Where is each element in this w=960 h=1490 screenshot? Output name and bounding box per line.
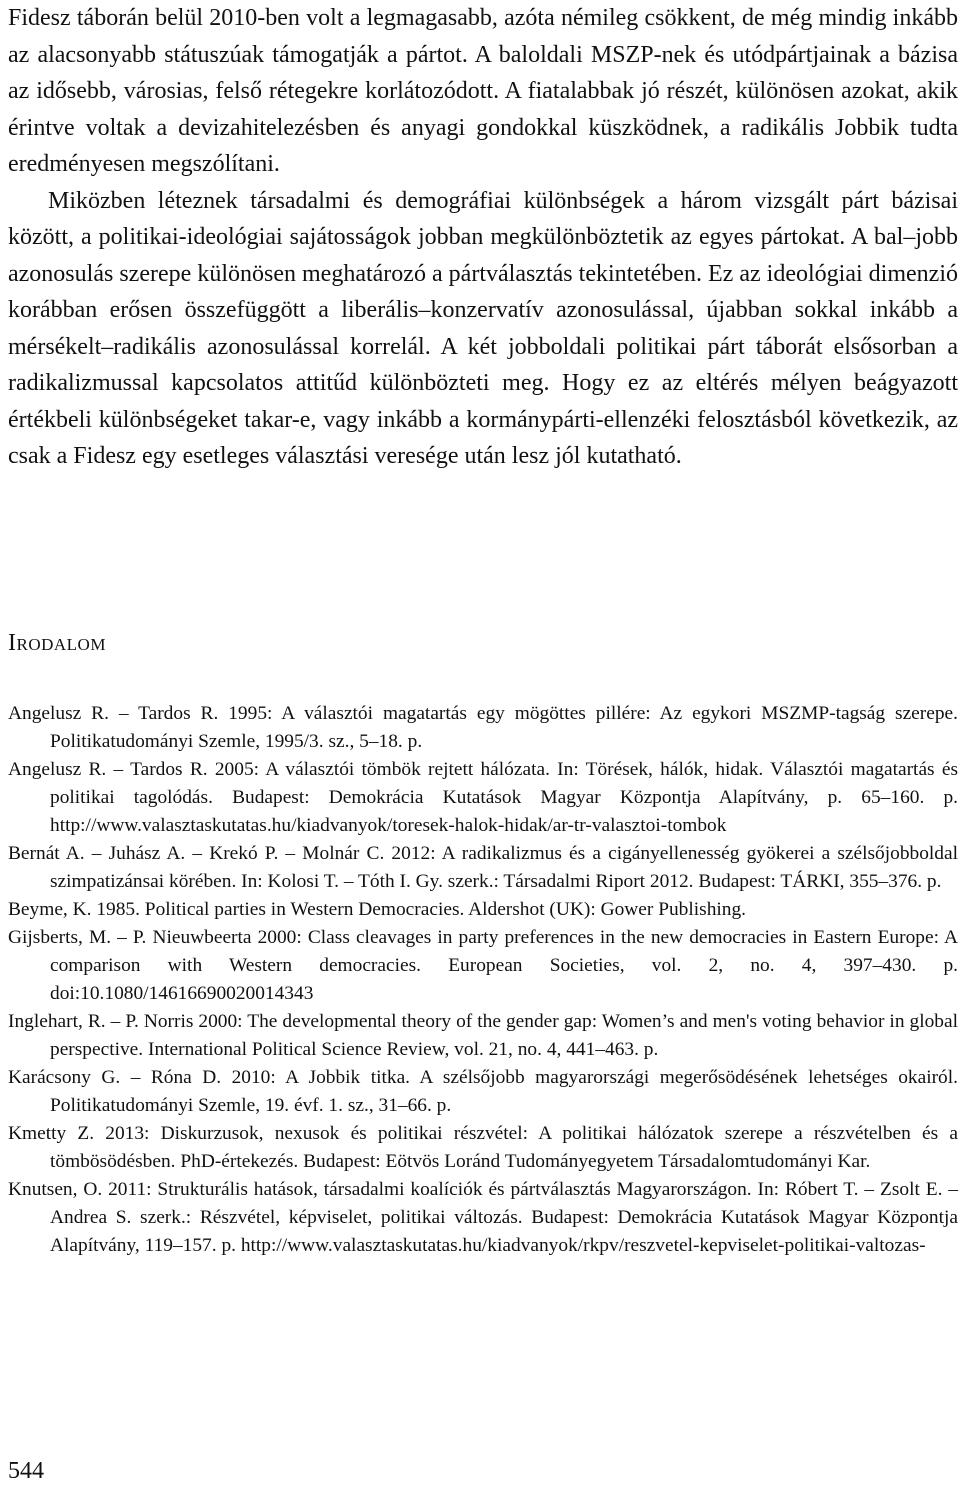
reference-item: Kmetty Z. 2013: Diskurzusok, nexusok és politikai részvétel: A politikai hálózatok szerepe a részvételben és a tömbösödésben. PhD-értekezés. Budapest: Eötvös Loránd Tudományegyetem Társadalomtudományi Kar.	[8, 1123, 958, 1172]
reference-item: Gijsberts, M. – P. Nieuwbeerta 2000: Class cleavages in party preferences in the new democracies in Eastern Europe: A comparison with Western democracies. European Societies, vol. 2, no. 4, 397–430. p. doi:10.1080/14616690020014343	[8, 927, 958, 1004]
paragraph-1: Fidesz táborán belül 2010-ben volt a legmagasabb, azóta némileg csökkent, de még mindig inkább az alacsonyabb státuszúak támogatják a pártot. A baloldali MSZP-nek és utódpártjainak a bázisa az idősebb, városias, felső rétegekre korlátozódott. A fiatalabbak jó részét, különösen azokat, akik érintve voltak a devizahitelezésben és anyagi gondokkal küszködnek, a radikális Jobbik tudta eredményesen megszólítani.	[8, 5, 958, 177]
page-number: 544	[8, 1458, 44, 1484]
reference-item: Knutsen, O. 2011: Strukturális hatások, társadalmi koalíciók és pártválasztás Magyarországon. In: Róbert T. – Zsolt E. – Andrea S. szerk.: Részvétel, képviselet, politikai változás. Budapest: Demokrácia Kutatások Magyar Központja Alapítvány, 119–157. p. http://www.valasztaskutatas.hu/kiadvanyok/rkpv/reszvetel-kepviselet-politikai-valtozas-	[8, 1179, 958, 1256]
reference-item: Angelusz R. – Tardos R. 2005: A választói tömbök rejtett hálózata. In: Törések, hálók, hidak. Választói magatartás és politikai tagolódás. Budapest: Demokrácia Kutatások Magyar Központja Alapítvány, p. 65–160. p. http://www.valasztaskutatas.hu/kiadvanyok/toresek-halok-hidak/ar-tr-valasztoi-tombok	[8, 759, 958, 836]
reference-list	[8, 700, 958, 1260]
section-heading: Irodalom	[8, 630, 106, 656]
reference-item: Inglehart, R. – P. Norris 2000: The developmental theory of the gender gap: Women’s and men's voting behavior in global perspective. International Political Science Review, vol. 21, no. 4, 441–463. p.	[8, 1011, 958, 1060]
reference-item: Karácsony G. – Róna D. 2010: A Jobbik titka. A szélsőjobb magyarországi megerősödésének lehetséges okairól. Politikatudományi Szemle, 19. évf. 1. sz., 31–66. p.	[8, 1067, 958, 1116]
reference-item: Bernát A. – Juhász A. – Krekó P. – Molnár C. 2012: A radikalizmus és a cigányellenesség gyökerei a szélsőjobboldal szimpatizánsai körében. In: Kolosi T. – Tóth I. Gy. szerk.: Társadalmi Riport 2012. Budapest: TÁRKI, 355–376. p.	[8, 843, 958, 892]
paragraph-2: Miközben léteznek társadalmi és demográfiai különbségek a három vizsgált párt bázisai között, a politikai-ideológiai sajátosságok jobban megkülönböztetik az egyes pártokat. A bal–jobb azonosulás szerepe különösen meghatározó a pártválasztás tekintetében. Ez az ideológiai dimenzió korábban erősen összefüggött a liberális–konzervatív azonosulással, újabban sokkal inkább a mérsékelt–radikális azonosulással korrelál. A két jobboldali politikai párt táborát elsősorban a radikalizmussal kapcsolatos attitűd különbözteti meg. Hogy ez az eltérés mélyen beágyazott értékbeli különbségeket takar-e, vagy inkább a kormánypárti-ellenzéki felosztásból következik, az csak a Fidesz egy esetleges választási veresége után lesz jól kutatható.	[8, 187, 958, 469]
reference-item: Angelusz R. – Tardos R. 1995: A választói magatartás egy mögöttes pillére: Az egykori MSZMP-tagság szerepe. Politikatudományi Szemle, 1995/3. sz., 5–18. p.	[8, 703, 958, 752]
reference-item: Beyme, K. 1985. Political parties in Western Democracies. Aldershot (UK): Gower Publishing.	[8, 899, 747, 920]
body-text	[8, 0, 958, 475]
